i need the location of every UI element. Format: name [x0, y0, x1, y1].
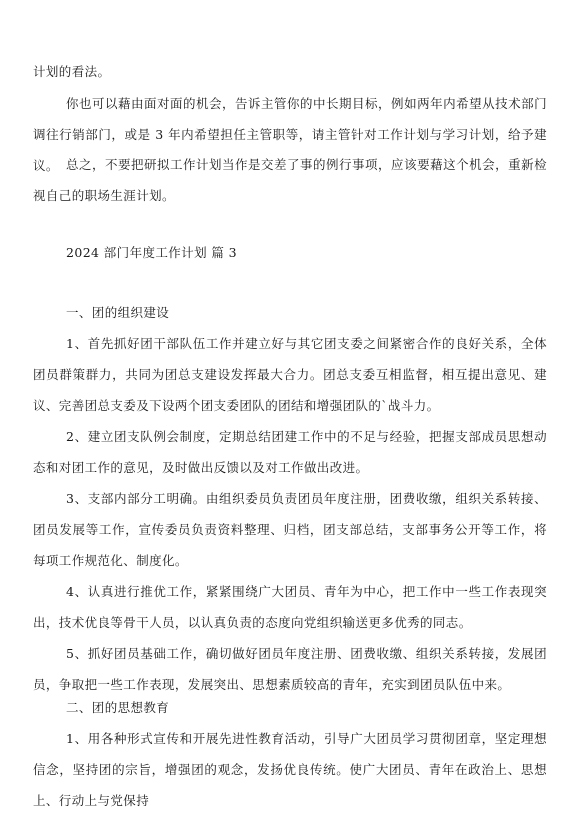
section-title: 2024 部门年度工作计划 篇 3 [66, 245, 237, 260]
heading-ideological-education: 二、团的思想教育 [66, 700, 170, 715]
paragraph-item-4: 4、认真进行推优工作，紧紧围绕广大团员、青年为中心，把工作中一些工作表现突出，技术优良等骨干人员，以认真负责的态度向党组织输送更多优秀的同志。 [33, 584, 547, 630]
paragraph-item-2: 2、建立团支队例会制度，定期总结团建工作中的不足与经验，把握支部成员思想动态和对团工作的意见，及时做出反馈以及对工作做出改进。 [33, 429, 547, 475]
heading-organization: 一、团的组织建设 [66, 305, 170, 320]
paragraph-career-goals: 你也可以藉由面对面的机会，告诉主管你的中长期目标，例如两年内希望从技术部门调往行销部门，或是 3 年内希望担任主管职等，请主管针对工作计划与学习计划，给予建议。 [33, 96, 547, 173]
paragraph-conclusion: 总之，不要把研拟工作计划当作是交差了事的例行事项，应该要藉这个机会，重新检视自己的职场生涯计划。 [33, 157, 547, 203]
paragraph-item-5: 5、抓好团员基础工作，确切做好团员年度注册、团费收缴、组织关系转接，发展团员，争取把一些工作表现，发展突出、思想素质较高的青年，充实到团员队伍中来。 [33, 646, 547, 692]
paragraph-education-1: 1、用各种形式宣传和开展先进性教育活动，引导广大团员学习贯彻团章，坚定理想信念，坚持团的宗旨，增强团的观念，发扬优良传统。使广大团员、青年在政治上、思想上、行动上与党保持 [33, 731, 547, 808]
paragraph-continuation: 计划的看法。 [33, 64, 111, 79]
paragraph-item-1: 1、首先抓好团干部队伍工作并建立好与其它团支委之间紧密合作的良好关系，全体团员群策群力，共同为团总支建设发挥最大合力。团总支委互相监督，相互提出意见、建议、完善团总支委及下设两个团支委团队的团结和增强团队的`战斗力。 [33, 336, 547, 413]
paragraph-item-3: 3、支部内部分工明确。由组织委员负责团员年度注册，团费收缴，组织关系转接、团员发展等工作，宣传委员负责资料整理、归档，团支部总结，支部事务公开等工作，将每项工作规范化、制度化。 [33, 491, 547, 568]
